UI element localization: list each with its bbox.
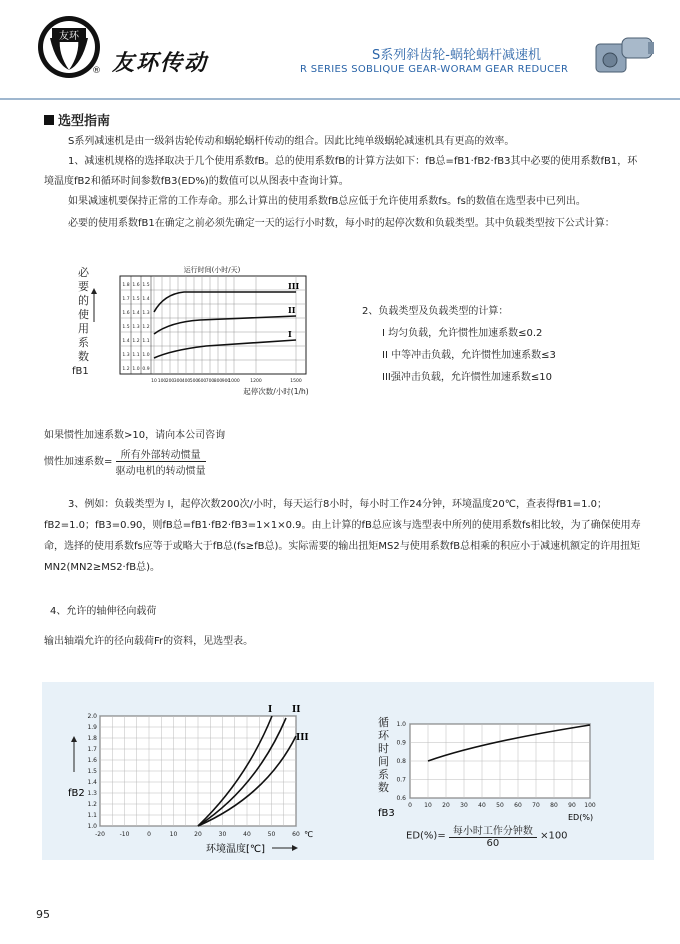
fb1-col-label: 1.2 [132,338,140,344]
ed-denominator: 60 [486,838,500,849]
fb1-xtick: 700 [205,379,215,384]
fb1-ylabel [78,266,90,363]
fb2-curve-label-III: III [296,733,309,743]
fb1-xtick: 200 [165,379,175,384]
fb3-xtick: 100 [584,802,596,809]
fb2-xtick: -10 [119,831,130,838]
fb2-xunit: ℃ [304,830,313,839]
fb1-col-label: 1.2 [142,324,150,330]
fb2-ytick: 1.6 [87,757,97,764]
inertia-denominator: 驱动电机的转动惯量 [115,466,206,477]
fb1-col-label: 0.9 [142,366,150,372]
paragraph-3: 必要的使用系数fB1在确定之前必须先确定一天的运行小时数，每小时的起停次数和负载类型。其中负载类型按下公式计算： [68,218,615,229]
fb1-ysym: fB1 [72,366,89,377]
inertia-numerator: 所有外部转动惯量 [116,446,206,462]
example-paragraph: 3、例如：负载类型为 I，起停次数200次/小时，每天运行8小时，每小时工作24分钟，环境温度20℃，查表得fB1=1.0；fB2=1.0；fB3=0.90，则fB总=fB1·fB2·fB3=1×1×0.9。由上计算的fB总应该与选型表中所列的使用系数fs相比较，为了确保使用寿命，选择的使用系数fs应等于或略大于fB总(fs≥fB总)。实际需要的输出扭矩MS2与使用系数fB总相乘的积应小于减速机额定的许用扭矩MN2(MN2≥MS2·fB总)。 [44,499,641,573]
fb1-col-label: 1.8 [122,282,130,288]
fb1-curve-label-I: I [288,329,292,339]
fb1-col-label: 1.4 [122,338,130,344]
fb1-col-label: 1.1 [142,338,150,344]
fb1-col-label: 1.0 [132,366,140,372]
fb2-ytick: 1.9 [87,724,97,731]
fb1-xtick: 10 [151,379,157,384]
gear-reducer-image [588,30,658,80]
fb3-xlabel: ED(%) [568,813,594,822]
ed-label: ED(%)= [406,830,446,842]
series-title-en: R SERIES SOBLIQUE GEAR-WORAM GEAR REDUCER [300,64,569,75]
fb1-curve-II [154,316,296,334]
inertia-label: 惯性加速系数= [44,456,113,468]
ed-formula [406,822,568,849]
fb1-col-label: 1.1 [132,352,140,358]
fb2-curve-label-II: II [292,705,301,715]
series-title-cn: S系列斜齿轮-蜗轮蜗杆减速机 [372,48,541,63]
fb2-curve-label-I: I [268,705,273,715]
fb2-ytick: 1.5 [87,768,97,775]
page-number: 95 [36,908,50,921]
fb1-xtick: 500 [189,379,199,384]
fb1-col-label: 1.3 [122,352,130,358]
fb1-col-label: 1.5 [122,324,130,330]
header-divider [0,98,680,100]
fb3-xtick: 80 [550,802,558,809]
fb2-xtick: 60 [292,831,300,838]
fb1-chart [60,262,340,402]
fb2-ytick: 1.3 [87,790,97,797]
fb3-ytick: 0.9 [396,739,406,747]
fb1-curve-I [154,340,296,358]
fb2-xtick: 40 [243,831,251,838]
fb3-xtick: 10 [424,802,432,809]
fb2-ytick: 1.8 [87,735,97,742]
fb2-xtick: 30 [218,831,227,838]
fb2-ysym: fB2 [68,788,85,799]
fb2-ytick: 1.2 [87,801,97,808]
fb1-curve-label-III: III [288,281,300,291]
ed-multiplier: ×100 [540,830,568,842]
load-type-1: I 均匀负载，允许惯性加速系数≤0.2 [382,328,543,339]
fb1-col-label: 1.5 [142,282,150,288]
fb2-ytick: 2.0 [87,713,97,720]
load-type-3: III强冲击负载，允许惯性加速系数≤10 [382,372,552,383]
fb3-ytick: 0.7 [396,776,406,784]
registered-mark: ® [92,66,101,76]
fb3-ytick: 0.6 [396,795,406,802]
fb3-ysym: fB3 [378,808,395,819]
fb2-ytick: 1.1 [87,812,97,819]
consult-note: 如果惯性加速系数>10，请向本公司咨询 [44,430,226,441]
fb2-xtick: -20 [95,831,105,838]
fb2-xtick: 10 [169,831,178,838]
fb1-xtick: 1000 [228,379,240,384]
fb3-xtick: 70 [532,802,540,809]
load-type-2: II 中等冲击负载，允许惯性加速系数≤3 [382,350,556,361]
fb2-xtick: 50 [267,831,276,838]
fb3-ytick: 1.0 [396,721,406,728]
page-header [0,0,680,100]
fb3-xtick: 90 [568,802,576,809]
fb1-col-label: 1.7 [122,296,130,302]
fb2-chart [66,700,326,860]
fb1-xtick: 600 [197,379,207,384]
fb1-xlabel: 起停次数/小时(1/h) [243,387,309,396]
fb1-col-label: 1.3 [142,310,150,316]
fb2-ytick: 1.7 [87,746,97,753]
fb1-curve-III [154,292,296,312]
logo-text: 友环 [59,31,79,42]
svg-text:循环时间系数: 循环时间系数 [378,716,389,794]
fb1-xtick: 1200 [250,379,262,384]
fb1-col-label: 1.3 [132,324,140,330]
fb1-curve-label-II: II [288,305,296,315]
fb1-col-label: 1.6 [122,310,130,316]
fb1-col-label: 1.5 [132,296,140,302]
fb1-xtick: 100 [157,379,167,384]
fb1-xtick: 900 [221,379,231,384]
fb2-ytick: 1.0 [87,823,97,830]
fb1-top-label: 运行时间(小时/天) [183,266,241,274]
fb1-xtick: 1500 [290,379,302,384]
load-type-title: 2、负载类型及负载类型的计算： [362,306,509,317]
inertia-formula [44,446,206,477]
fb1-xtick: 800 [213,379,223,384]
fb3-ytick: 0.8 [396,758,406,765]
fb1-xtick: 400 [181,379,191,384]
paragraph-intro: S系列减速机是由一级斜齿轮传动和蜗轮蜗杆传动的组合。因此比纯单级蜗轮减速机具有更高的效率。 [68,136,515,147]
square-bullet-icon [44,115,54,125]
fb2-ytick: 1.4 [87,779,97,786]
ed-numerator: 每小时工作分钟数 [449,822,537,838]
fb1-col-label: 1.4 [132,310,140,316]
fb1-col-label: 1.2 [122,366,130,372]
fb3-xtick: 20 [442,802,450,809]
svg-text:必要的使用系数: 必要的使用系数 [78,266,89,363]
fb1-col-label: 1.4 [142,296,150,302]
fb2-xtick: 20 [194,831,202,838]
fb3-xtick: 0 [408,802,412,809]
fb3-xtick: 50 [496,802,504,809]
fb3-xtick: 30 [460,802,468,809]
paragraph-2: 如果减速机要保持正常的工作寿命。那么计算出的使用系数fB总应低于允许使用系数fs。fs的数值在选型表中已列出。 [68,196,586,207]
fb2-xtick: 0 [147,831,151,838]
fb1-col-label: 1.6 [132,282,140,288]
section-title: 选型指南 [44,110,110,129]
radial-title: 4、允许的轴伸径向载荷 [50,606,157,617]
fb3-xtick: 60 [514,802,522,809]
radial-body: 输出轴端允许的径向载荷Fr的资料，见选型表。 [44,636,254,647]
fb1-xtick: 300 [173,379,183,384]
fb3-xtick: 40 [478,802,486,809]
fb3-ylabel [378,716,390,794]
fb2-xlabel: 环境温度[℃] [206,844,266,855]
paragraph-1: 1、减速机规格的选择取决于几个使用系数fB。总的使用系数fB的计算方法如下：fB总=fB1·fB2·fB3其中必要的使用系数fB1，环境温度fB2和循环时间参数fB3(ED%)的数值可以从图表中查询计算。 [44,156,638,187]
brand-name: 友环传动 [112,50,209,76]
fb1-col-label: 1.0 [142,352,150,358]
